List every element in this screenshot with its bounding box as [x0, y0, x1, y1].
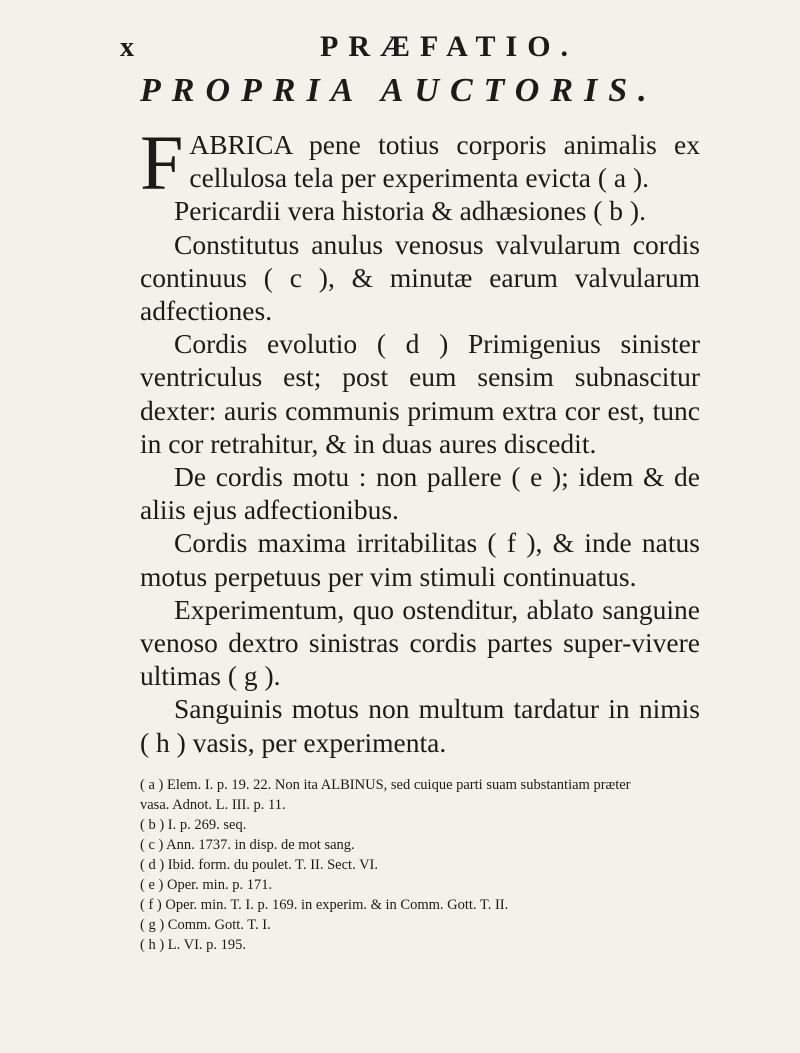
footnote: ( h ) L. VI. p. 195.	[140, 937, 247, 953]
footnote: ( a ) Elem. I. p. 19. 22. Non ita ALBINUS, sed cuique parti suam substantiam præter	[140, 777, 631, 793]
paragraph-6: Cordis maxima irritabilitas ( f ), & inde natus motus perpetuus per vim stimuli continuatus.	[140, 527, 700, 592]
body-text	[140, 119, 700, 759]
footnotes	[140, 775, 710, 955]
section-title: PROPRIA AUCTORIS.	[140, 72, 658, 109]
paragraph-8: Sanguinis motus non multum tardatur in nimis ( h ) vasis, per experimenta.	[140, 693, 700, 758]
footnote: vasa. Adnot. L. III. p. 11.	[140, 797, 286, 813]
footnote: ( c ) Ann. 1737. in disp. de mot sang.	[140, 837, 355, 853]
paragraph-5: De cordis motu : non pallere ( e ); idem & de aliis ejus adfectionibus.	[140, 461, 700, 526]
drop-capital: F	[140, 119, 184, 206]
signature-mark: x	[120, 32, 134, 63]
paragraph-1	[140, 119, 700, 206]
paragraph-3: Constitutus anulus venosus valvularum cordis continuus ( c ), & minutæ earum valvularum adfectiones.	[140, 228, 700, 327]
running-head	[120, 30, 680, 66]
paragraph-2: Pericardii vera historia & adhæsiones ( b ).	[174, 195, 646, 227]
paragraph-4: Cordis evolutio ( d ) Primigenius sinister ventriculus est; post eum sensim subnascitur dexter: auris communis primum extra cor est, tunc in cor retrahitur, & in duas aures discedit.	[140, 328, 700, 459]
footnote: ( d ) Ibid. form. du poulet. T. II. Sect. VI.	[140, 857, 378, 873]
footnote: ( e ) Oper. min. p. 171.	[140, 877, 273, 893]
footnote: ( f ) Oper. min. T. I. p. 169. in experim. & in Comm. Gott. T. II.	[140, 897, 509, 913]
footnote: ( g ) Comm. Gott. T. I.	[140, 917, 271, 933]
running-head-title: PRÆFATIO.	[320, 30, 579, 63]
paragraph-text: ABRICA pene totius corporis animalis ex cellulosa tela per experimenta evicta ( a ).	[189, 129, 700, 194]
footnote: ( b ) I. p. 269. seq.	[140, 817, 247, 833]
paragraph-7: Experimentum, quo ostenditur, ablato sanguine venoso dextro sinistras cordis partes super-vivere ultimas ( g ).	[140, 593, 700, 692]
